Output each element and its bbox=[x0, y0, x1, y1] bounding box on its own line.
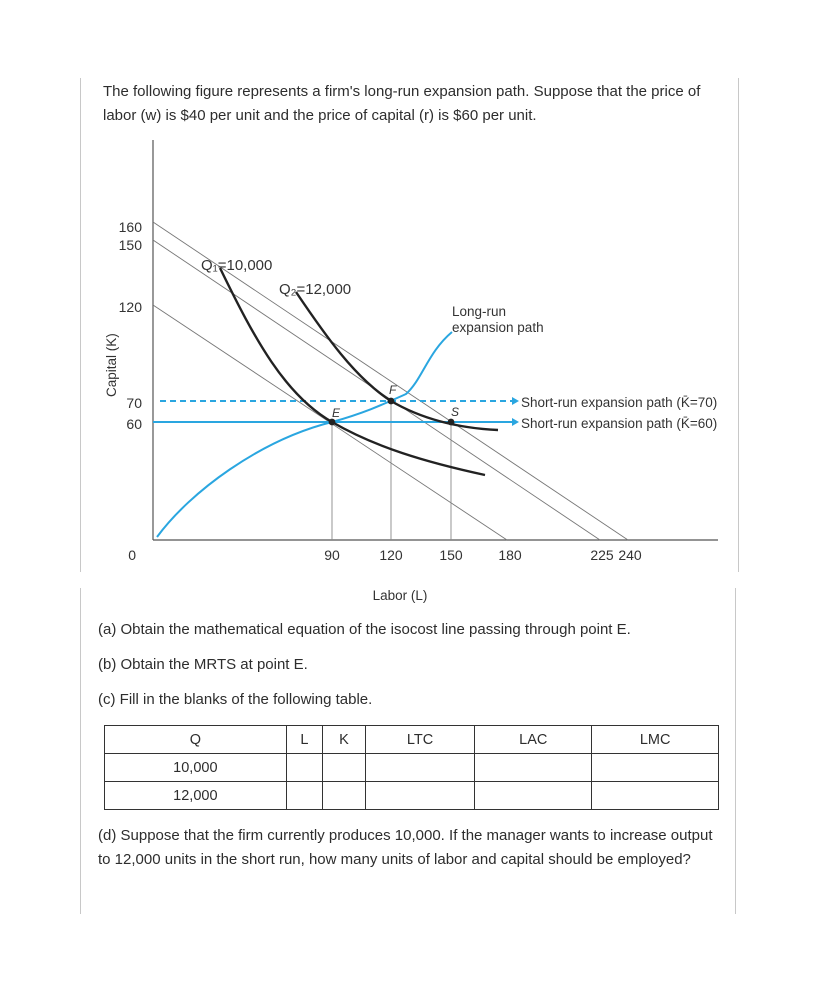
y-tick-60: 60 bbox=[126, 416, 142, 432]
long-run-label-1: Long-run bbox=[452, 304, 507, 319]
x-tick-90: 90 bbox=[324, 547, 340, 563]
header-q: Q bbox=[105, 726, 287, 754]
x-tick-120: 120 bbox=[379, 547, 403, 563]
q1-label: Q₁=10,000 bbox=[201, 257, 273, 274]
short-run-arrow-70 bbox=[512, 397, 519, 405]
short-run-label-70: Short-run expansion path (K̄=70) bbox=[521, 395, 718, 410]
row2-l bbox=[286, 782, 322, 810]
row1-k bbox=[323, 754, 366, 782]
point-s-label: S bbox=[451, 405, 460, 419]
header-lmc: LMC bbox=[592, 726, 719, 754]
question-d: (d) Suppose that the firm currently produces 10,000. If the manager wants to increase output to 12,000 units in the short run, how many units of labor and capital should be employed? bbox=[98, 827, 713, 868]
y-tick-150: 150 bbox=[118, 237, 142, 253]
header-ltc: LTC bbox=[365, 726, 474, 754]
frame-left-bottom bbox=[80, 588, 81, 914]
long-run-label-2: expansion path bbox=[452, 320, 544, 335]
row2-q: 12,000 bbox=[105, 782, 287, 810]
short-run-arrow-60 bbox=[512, 418, 519, 426]
row1-lac bbox=[475, 754, 592, 782]
point-f-dot bbox=[388, 398, 395, 405]
x-axis-label: Labor (L) bbox=[372, 588, 428, 603]
q2-label: Q₂=12,000 bbox=[279, 281, 352, 298]
header-l: L bbox=[286, 726, 322, 754]
row1-ltc bbox=[365, 754, 474, 782]
y-tick-70: 70 bbox=[126, 395, 142, 411]
isoquant-q1 bbox=[220, 268, 485, 475]
row2-ltc bbox=[365, 782, 474, 810]
x-tick-240: 240 bbox=[618, 547, 642, 563]
point-f-label: F bbox=[389, 383, 397, 397]
fill-in-table bbox=[104, 725, 719, 810]
long-run-expansion-path bbox=[157, 332, 452, 537]
row2-lmc bbox=[592, 782, 719, 810]
row1-q: 10,000 bbox=[105, 754, 287, 782]
row1-l bbox=[286, 754, 322, 782]
x-tick-225: 225 bbox=[590, 547, 614, 563]
point-e-label: E bbox=[332, 406, 341, 420]
row1-lmc bbox=[592, 754, 719, 782]
y-axis-label: Capital (K) bbox=[104, 333, 119, 397]
point-s-dot bbox=[448, 419, 455, 426]
frame-right-bottom bbox=[735, 588, 736, 914]
short-run-label-60: Short-run expansion path (K̄=60) bbox=[521, 416, 718, 431]
table-row bbox=[105, 754, 719, 782]
y-tick-0: 0 bbox=[128, 547, 136, 563]
y-tick-120: 120 bbox=[118, 299, 142, 315]
table-header-row bbox=[105, 726, 719, 754]
table-row bbox=[105, 782, 719, 810]
x-tick-180: 180 bbox=[498, 547, 522, 563]
header-lac: LAC bbox=[475, 726, 592, 754]
y-tick-160: 160 bbox=[118, 219, 142, 235]
question-b: (b) Obtain the MRTS at point E. bbox=[98, 656, 308, 673]
row2-k bbox=[323, 782, 366, 810]
row2-lac bbox=[475, 782, 592, 810]
intro-text: The following figure represents a firm's long-run expansion path. Suppose that the price of labor (w) is $40 per unit and the price of capital (r) is $60 per unit. bbox=[103, 83, 701, 124]
question-a: (a) Obtain the mathematical equation of the isocost line passing through point E. bbox=[98, 621, 631, 638]
question-c: (c) Fill in the blanks of the following table. bbox=[98, 691, 373, 708]
header-k: K bbox=[323, 726, 366, 754]
x-tick-150: 150 bbox=[439, 547, 463, 563]
